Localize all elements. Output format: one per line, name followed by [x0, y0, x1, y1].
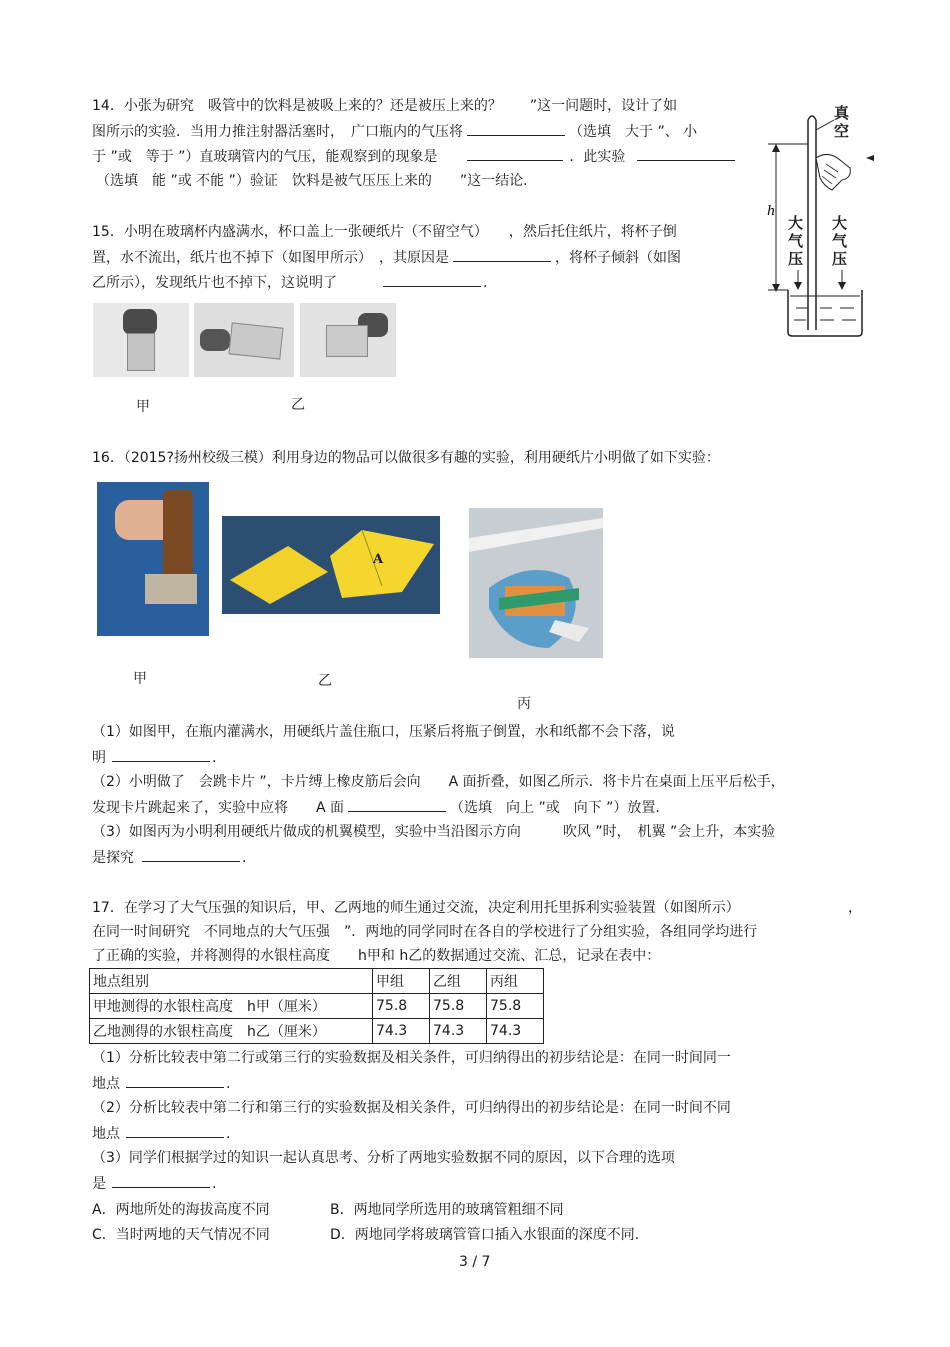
q17-s1c: .: [226, 1076, 231, 1092]
q14-line3-tail: ．此实验: [569, 149, 626, 165]
q16-blank1[interactable]: [112, 747, 210, 762]
q14-blank2[interactable]: [467, 146, 563, 161]
q16-p2b: 发现卡片跳起来了，实验中应将 A 面: [92, 800, 345, 816]
q17-s1b: 地点: [92, 1076, 120, 1092]
table-row: [90, 1019, 544, 1044]
q15-line3-end: .: [483, 275, 488, 291]
q14-line4: （选填 能 ”或 不能 ”）验证 饮料是被气压压上来的 ”这一结论.: [96, 173, 528, 189]
q17-option-d: D．两地同学将玻璃管管口插入水银面的深度不同.: [330, 1227, 640, 1243]
q14-blank1[interactable]: [467, 121, 565, 136]
q17-line3: 了正确的实验，并将测得的水银柱高度 h甲和 h乙的数据通过交流、汇总，记录在表中：: [92, 948, 661, 964]
q16-p2a: （2）小明做了 会跳卡片 ”，卡片缚上橡皮筋后会向 A 面折叠，如图乙所示．将卡片在桌面上压平后松手，: [92, 774, 785, 790]
q17-blank3[interactable]: [112, 1173, 210, 1188]
q15-line1: 15．小明在玻璃杯内盛满水，杯口盖上一张硬纸片（不留空气） ，然后托住纸片，将杯子倒: [92, 224, 677, 240]
table-cell: 74.3: [430, 1019, 487, 1044]
q14-blank3[interactable]: [637, 146, 735, 161]
q17-s3a: （3）同学们根据学过的知识一起认真思考、分析了两地实验数据不同的原因，以下合理的选项: [92, 1150, 675, 1166]
q15-caption-jia: 甲: [136, 399, 150, 415]
q16-p2: [92, 797, 660, 818]
q17-s2b: 地点: [92, 1126, 120, 1142]
q16-p3: [92, 847, 246, 868]
q16-line1: 16．（2015?扬州校级三模）利用身边的物品可以做很多有趣的实验，利用硬纸片小明做了如下实验：: [92, 450, 720, 466]
q16-p1c: .: [212, 750, 217, 766]
q17-s2c: .: [226, 1126, 231, 1142]
q15-line2: [92, 247, 681, 268]
q14-line1: 14．小张为研究 吸管中的饮料是被吸上来的？还是被压上来的？ ”这一问题时，设计了如: [92, 98, 678, 114]
q17-s3b: 是: [92, 1176, 106, 1192]
q16-caption-jia: 甲: [133, 671, 147, 687]
torricelli-figure: [762, 100, 882, 345]
table-cell: 75.8: [487, 994, 544, 1019]
table-header-cell: 甲组: [373, 969, 430, 994]
q16-caption-bing: 丙: [517, 696, 531, 712]
q17-option-b: B．两地同学所选用的玻璃管粗细不同: [330, 1202, 564, 1218]
q16-caption-yi: 乙: [318, 673, 332, 689]
mercury-data-table: [89, 968, 544, 1044]
wing-model-drawing: [469, 508, 603, 658]
q17-blank1[interactable]: [126, 1073, 224, 1088]
q14-line3: [92, 146, 735, 167]
q16-p3b: 是探究: [92, 850, 134, 866]
table-cell: 74.3: [373, 1019, 430, 1044]
q17-option-a: A．两地所处的海拔高度不同: [92, 1202, 270, 1218]
atm-left-label: 大气压: [788, 214, 804, 268]
photo-cup-upright: [93, 303, 189, 377]
photo-jumping-card: [222, 516, 440, 614]
q17-s2: [92, 1123, 230, 1144]
photo-cup-tilted: [194, 303, 294, 377]
photo-wing-model: [469, 508, 603, 658]
q14-line2-tail: （选填 大于 ”、 小: [569, 124, 698, 140]
table-cell: 75.8: [430, 994, 487, 1019]
q15-line3-text: 乙所示），发现纸片也不掉下，这说明了: [92, 275, 337, 291]
table-header-row: [90, 969, 544, 994]
table-cell: 75.8: [373, 994, 430, 1019]
table-header-cell: 乙组: [430, 969, 487, 994]
q16-p1a: （1）如图甲，在瓶内灌满水，用硬纸片盖住瓶口，压紧后将瓶子倒置，水和纸都不会下落，说: [92, 724, 675, 740]
q17-option-c: C．当时两地的天气情况不同: [92, 1227, 270, 1243]
q16-blank3[interactable]: [142, 847, 240, 862]
table-cell: 乙地测得的水银柱高度 h乙（厘米）: [90, 1019, 373, 1044]
table-header-cell: 丙组: [487, 969, 544, 994]
q15-blank2[interactable]: [383, 272, 481, 287]
atm-right-label: 大气压: [832, 214, 848, 268]
q16-p3a: （3）如图丙为小明利用硬纸片做成的机翼模型，实验中当沿图示方向 吹风 ”时， 机翼 ”会上升，本实验: [92, 824, 776, 840]
q15-blank1[interactable]: [453, 247, 551, 262]
q14-line3-text: 于 ”或 等于 ”）直玻璃管内的气压，能观察到的现象是: [92, 149, 438, 165]
q17-s1: [92, 1073, 230, 1094]
q14-line2: [92, 121, 697, 142]
photo-cup-horizontal: [300, 303, 396, 377]
page-number: 3 / 7: [459, 1254, 491, 1270]
q15-line3: [92, 272, 487, 293]
q16-p2c: （选填 向上 ”或 向下 ”）放置.: [450, 800, 660, 816]
q15-line2-tail: ，将杯子倾斜（如图: [555, 250, 681, 266]
q15-caption-yi: 乙: [291, 397, 305, 413]
table-cell: 甲地测得的水银柱高度 h甲（厘米）: [90, 994, 373, 1019]
card-label-a: A: [373, 552, 384, 567]
photo-bottle-inverted: [97, 482, 209, 636]
q15-line2-text: 置，水不流出，纸片也不掉下（如图甲所示） ，其原因是: [92, 250, 449, 266]
q17-line1-tail: ，: [848, 900, 862, 916]
table-cell: 74.3: [487, 1019, 544, 1044]
q16-p1b: 明: [92, 750, 106, 766]
q14-line2-text: 图所示的实验．当用力推注射器活塞时， 广口瓶内的气压将: [92, 124, 463, 140]
h-label: h: [767, 204, 776, 219]
q17-blank2[interactable]: [126, 1123, 224, 1138]
q17-s3: [92, 1173, 216, 1194]
q16-p1: [92, 747, 216, 768]
q17-line2: 在同一时间研究 不同地点的大气压强 ”．两地的同学同时在各自的学校进行了分组实验，各组同学均进行: [92, 924, 758, 940]
jumping-card-drawing: [222, 516, 440, 614]
q17-s3c: .: [212, 1176, 217, 1192]
q16-blank2[interactable]: [348, 797, 446, 812]
table-row: [90, 994, 544, 1019]
q17-s2a: （2）分析比较表中第二行和第三行的实验数据及相关条件，可归纳得出的初步结论是：在同一时间不同: [92, 1100, 731, 1116]
q16-p3c: .: [242, 850, 247, 866]
vacuum-label: 真空: [834, 104, 850, 140]
q17-line1: 17．在学习了大气压强的知识后，甲、乙两地的师生通过交流，决定利用托里拆利实验装置（如图所示）: [92, 900, 740, 916]
q17-s1a: （1）分析比较表中第二行或第三行的实验数据及相关条件，可归纳得出的初步结论是：在同一时间同一: [92, 1050, 731, 1066]
table-header-cell: 地点组别: [90, 969, 373, 994]
